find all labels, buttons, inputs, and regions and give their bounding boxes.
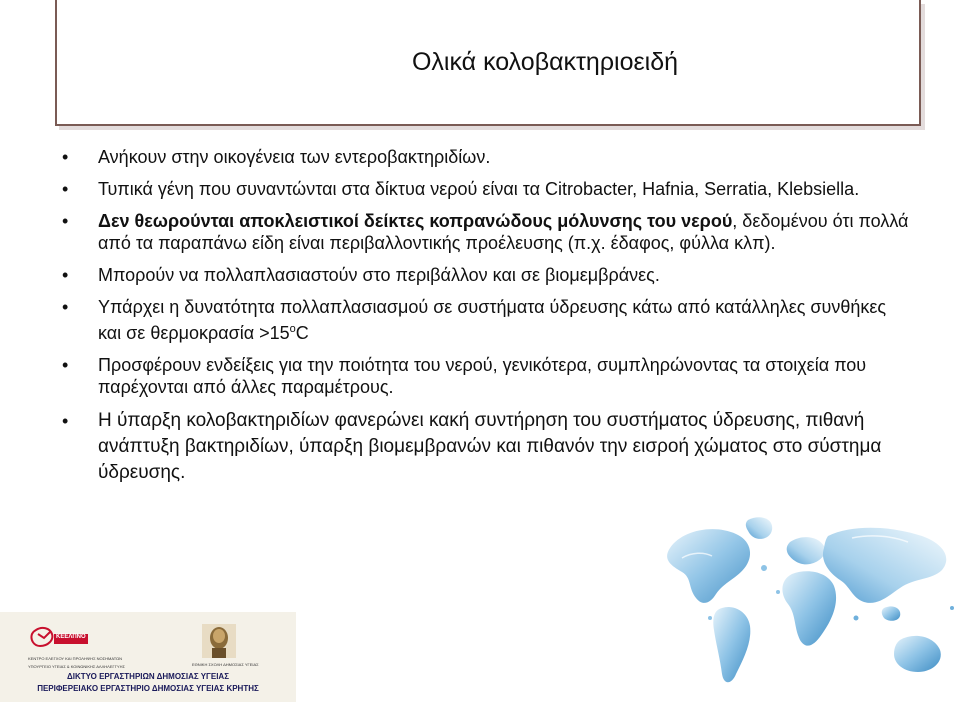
slide-title: Ολικά κολοβακτηριοειδή — [411, 47, 679, 76]
bullet-item-4 — [62, 264, 912, 286]
lab-label: ΠΕΡΙΦΕΡΕΙΑΚΟ ΕΡΓΑΣΤΗΡΙΟ ΔΗΜΟΣΙΑΣ ΥΓΕΙΑΣ ΚΡΗΤΗΣ — [37, 684, 259, 693]
bullet-text: Η ύπαρξη κολοβακτηριδίων φανερώνει κακή συντήρηση του συστήματος ύδρευσης, πιθανή ανάπτυξη βακτηριδίων, ύπαρξη βιομεμβρανών και πιθανόν την εισροή χώματος στο σύστημα ύδρευσης. — [98, 410, 882, 483]
keelpno-label: ΚΕΕΛΠΝΟ — [56, 634, 86, 640]
bullet-item-3 — [62, 210, 912, 254]
degree-superscript: o — [289, 323, 296, 335]
bullet-item-1 — [62, 146, 912, 168]
public-health-school-logo — [192, 624, 259, 670]
keelpno-logo — [28, 624, 125, 670]
water-world-map-icon — [652, 508, 960, 702]
bullet-item-5 — [62, 296, 912, 344]
bullet-bold-text: Δεν θεωρούνται αποκλειστικοί δείκτες κοπρανώδους μόλυνσης του νερού — [98, 211, 733, 231]
bullet-text: , δεδομένου ότι πολλά από τα παραπάνω είδη είναι περιβαλλοντικής προέλευσης (π.χ. έδαφος, φύλλα κλπ). — [98, 211, 909, 253]
bullet-item-2 — [62, 178, 912, 200]
ministry-subtitle: ΥΠΟΥΡΓΕΙΟ ΥΓΕΙΑΣ & ΚΟΙΝΩΝΙΚΗΣ ΑΛΛΗΛΕΓΓΥΗΣ — [28, 664, 125, 669]
bullet-text: Μπορούν να πολλαπλασιαστούν στο περιβάλλον και σε βιομεμβράνες. — [98, 265, 660, 285]
bullet-text: Υπάρχει η δυνατότητα πολλαπλασιασμού σε συστήματα ύδρευσης κάτω από κατάλληλες συνθήκες και σε θερμοκρασία >15 — [98, 297, 887, 343]
bullet-text: Τυπικά γένη που συναντώνται στα δίκτυα νερού είναι τα Citrobacter, Hafnia, Serratia, Klebsiella. — [98, 179, 860, 199]
bullet-item-7 — [62, 408, 912, 486]
footer-logos-banner — [0, 612, 296, 702]
school-subtitle: ΕΘΝΙΚΗ ΣΧΟΛΗ ΔΗΜΟΣΙΑΣ ΥΓΕΙΑΣ — [192, 662, 259, 667]
water-world-map-image — [652, 508, 960, 702]
title-box — [55, 0, 921, 126]
bullet-text: Προσφέρουν ενδείξεις για την ποιότητα του νερού, γενικότερα, συμπληρώνοντας τα στοιχεία που παρέχονται από άλλες παραμέτρους. — [98, 355, 867, 397]
bullet-list — [62, 146, 912, 496]
bullet-tail-text: C — [295, 323, 309, 343]
bullet-item-6 — [62, 354, 912, 398]
hygeia-statue-icon — [202, 624, 236, 658]
bullet-text: Ανήκουν στην οικογένεια των εντεροβακτηριδίων. — [98, 147, 491, 167]
network-label: ΔΙΚΤΥΟ ΕΡΓΑΣΤΗΡΙΩΝ ΔΗΜΟΣΙΑΣ ΥΓΕΙΑΣ — [66, 672, 229, 681]
keelpno-subtitle: ΚΕΝΤΡΟ ΕΛΕΓΧΟΥ ΚΑΙ ΠΡΟΛΗΨΗΣ ΝΟΣΗΜΑΤΩΝ — [28, 656, 122, 661]
